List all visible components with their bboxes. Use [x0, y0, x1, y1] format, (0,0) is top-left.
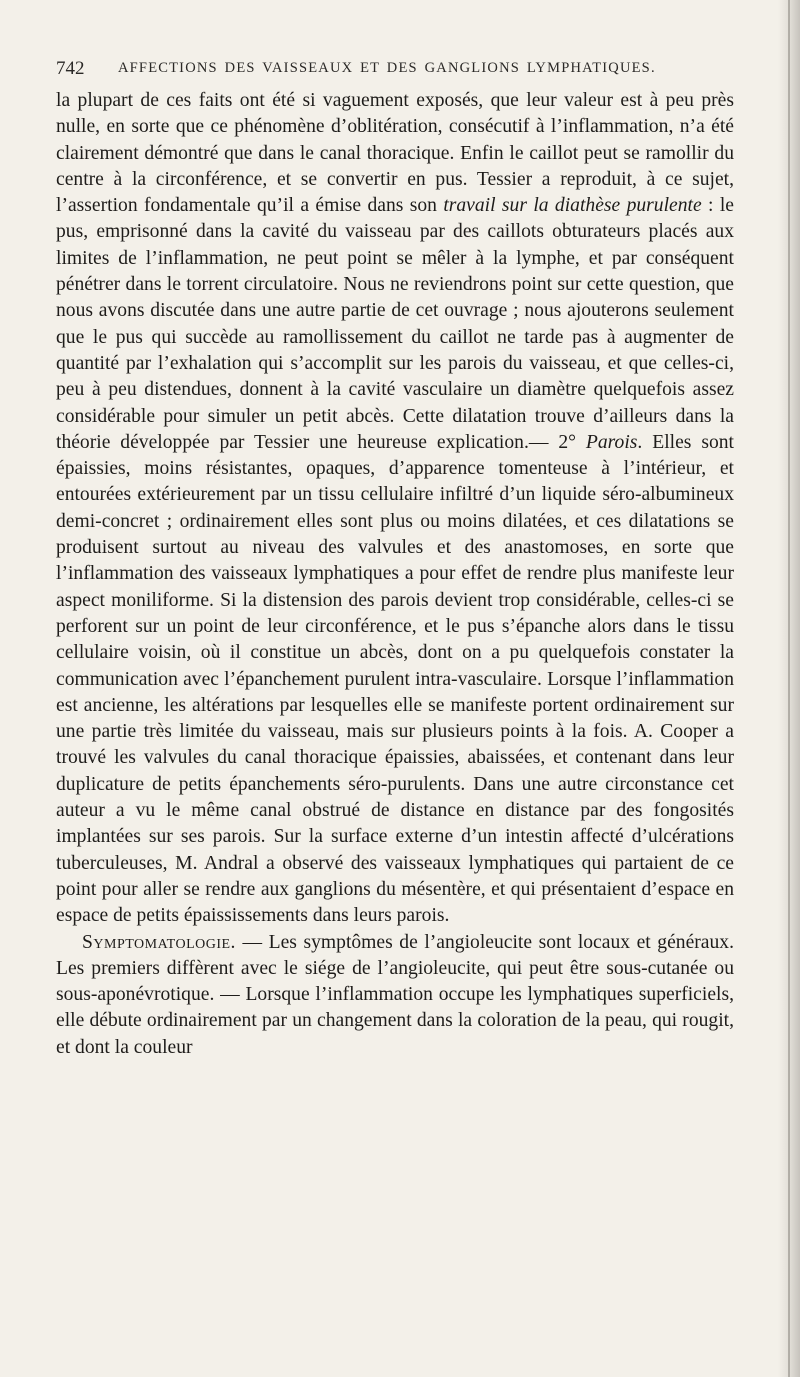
text-run: — Les symptômes de l’angioleucite sont locaux et généraux. Les premiers diffèrent avec le siége de l’angioleucite, qui peut être sous-cutanée ou sous-aponévrotique. — Lorsque l’inflammation occupe les lymphatiques superficiels, elle débute ordinairement par un changement dans la coloration de la peau, qui rougit, et dont la couleur: [56, 931, 734, 1058]
running-title: AFFECTIONS DES VAISSEAUX ET DES GANGLIONS LYMPHATIQUES.: [118, 60, 656, 76]
text-run: : le pus, emprisonné dans la cavité du vaisseau par des caillots obturateurs placés aux limites de l’inflammation, ne peut point se mêler à la lymphe, et par conséquent pénétrer dans le torrent circulatoire. Nous ne reviendrons point sur cette question, que nous avons discutée dans une autre partie de cet ouvrage ; nous ajouterons seulement que le pus qui succède au ramollissement du caillot ne tarde pas à augmenter de quantité par l’exhalation qui s’accomplit sur les parois du vaisseau, et que celles-ci, peu à peu distendues, donnent à la cavité vasculaire un diamètre quelquefois assez considérable pour simuler un petit abcès. Cette dilatation trouve d’ailleurs dans la théorie développée par Tessier une heureuse explication.— 2°: [56, 195, 734, 453]
work-title: travail sur la diathèse purulente: [443, 195, 702, 217]
section-heading: Symptomatologie.: [82, 931, 236, 953]
running-head: [56, 52, 734, 88]
paragraph-symptomatologie: [56, 930, 734, 1061]
page-number: 742: [56, 58, 85, 79]
body-text: [56, 88, 734, 1061]
page-edge-line: [788, 0, 790, 1377]
text-run: la plupart de ces faits ont été si vaguement exposés, que leur valeur est à peu près nulle, en sorte que ce phénomène d’oblitération, consécutif à l’inflammation, n’a été clairement démontré que dans le canal thoracique. Enfin le caillot peut se ramollir du centre à la circonférence, et se convertir en pus. Tessier a reproduit, à ce sujet, l’assertion fondamentale qu’il a émise dans son: [56, 90, 734, 217]
text-run: . Elles sont épaissies, moins résistantes, opaques, d’apparence tomenteuse à l’intérieur, et entourées extérieurement par un tissu cellulaire infiltré d’un liquide séro-albumineux demi-concret ; ordinairement elles sont plus ou moins dilatées, et ces dilatations se produisent surtout au niveau des valvules et des anastomoses, en sorte que l’inflammation des vaisseaux lymphatiques a pour effet de rendre plus manifeste leur aspect moniliforme. Si la distension des parois devient trop considérable, celles-ci se perforent sur un point de leur circonférence, et le pus s’épanche alors dans le tissu cellulaire voisin, où il constitue un abcès, dont on a pu quelquefois constater la communication avec l’épanchement purulent intra-vasculaire. Lorsque l’inflammation est ancienne, les altérations par lesquelles elle se manifeste portent ordinairement sur une partie très limitée du vaisseau, mais sur plusieurs points à la fois. A. Cooper a trouvé les valvules du canal thoracique épaissies, abaissées, et contenant dans leur duplicature de petits épanchements séro-purulents. Dans une autre circonstance cet auteur a vu le même canal obstrué de distance en distance par des fongosités implantées sur ses parois. Sur la surface externe d’un intestin affecté d’ulcérations tuberculeuses, M. Andral a observé des vaisseaux lymphatiques qui partaient de ce point pour aller se rendre aux ganglions du mésentère, et qui présentaient d’espace en espace de petits épaississements dans leurs parois.: [56, 431, 734, 927]
book-page: [56, 52, 734, 1061]
paragraph-pathology: [56, 88, 734, 930]
subsection-label-parois: Parois: [585, 431, 638, 453]
